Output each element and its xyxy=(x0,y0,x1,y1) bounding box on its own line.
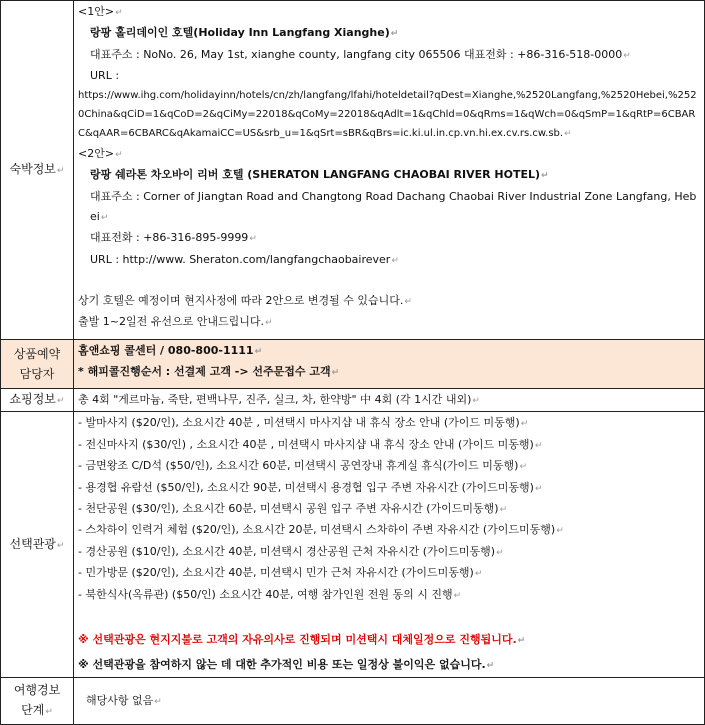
shopping-label-cell: 쇼핑정보↵ xyxy=(1,389,74,412)
list-item: - 천단공원 ($30/인), 소요시간 60분, 미션택시 공원 입구 주변 자유시간 (가이드미동행)↵ xyxy=(78,501,508,515)
travel-alert-row xyxy=(1,677,705,724)
option1-url-label: URL : xyxy=(90,68,120,82)
lodging-label: 숙박정보 xyxy=(9,162,56,176)
travel-alert-content xyxy=(74,677,705,724)
lodging-label-cell: 숙박정보↵ xyxy=(1,1,74,340)
lodging-note-2: 출발 1~2일전 유선으로 안내드립니다.↵ xyxy=(78,315,273,329)
booking-happycall-order: * 해피콜진행순서 : 선결제 고객 -> 선주문접수 고객↵ xyxy=(78,365,340,379)
booking-label-line2: 담당자 xyxy=(19,367,55,381)
optional-tours-label-cell: 선택관광↵ xyxy=(1,412,74,677)
list-item: - 금면왕조 C/D석 ($50/인), 소요시간 60분, 미션택시 공연장내 휴게실 휴식(가이드 미동행)↵ xyxy=(78,459,527,473)
optional-tours-label: 선택관광 xyxy=(9,536,56,551)
option2-phone: 대표전화 : +86-316-895-9999↵ xyxy=(90,231,257,245)
optional-tours-spacer xyxy=(78,606,700,626)
booking-row xyxy=(1,340,705,389)
option2-url[interactable]: URL : http://www. Sheraton.com/langfangchaobairever↵ xyxy=(90,252,399,266)
shopping-label: 쇼핑정보 xyxy=(9,392,56,407)
booking-callcenter: 홈앤쇼핑 콜센터 / 080-800-1111↵ xyxy=(78,344,263,357)
list-item: - 북한식사(옥류관) ($50/인) 소요시간 40분, 여행 참가인원 전원 동의 시 진행↵ xyxy=(78,587,462,601)
list-item: - 발마사지 ($20/인), 소요시간 40분 , 미션택시 마사지샵 내 휴식 장소 안내 (가이드 미동행)↵ xyxy=(78,416,529,430)
option1-header: <1안>↵ xyxy=(78,5,123,18)
lodging-note-1: 상기 호텔은 예정이며 현지사정에 따라 2안으로 변경될 수 있습니다.↵ xyxy=(78,293,412,307)
booking-label-cell xyxy=(1,340,74,389)
travel-alert-label-cell xyxy=(1,677,74,724)
list-item: - 전신마사지 ($30/인) , 소요시간 40분 , 미션택시 마사지샵 내 휴식 장소 안내 (가이드 미동행)↵ xyxy=(78,437,543,451)
option1-address: 대표주소 : NoNo. 26, May 1st, xianghe county, langfang city 065506 대표전화 : +86-316-518-0000↵ xyxy=(90,47,631,61)
shopping-row xyxy=(1,389,705,412)
travel-alert-label-line1: 여행경보 xyxy=(13,682,61,697)
option2-address: 대표주소 : Corner of Jiangtan Road and Changtong Road Dachang Chaobai River Industrial Zone Langfang, Hebei↵ xyxy=(90,189,697,224)
booking-content xyxy=(74,340,705,389)
shopping-text: 총 4회 "게르마늄, 죽탄, 편백나무, 진주, 실크, 차, 한약방" 中 4회 (각 1시간 내외)↵ xyxy=(78,393,480,406)
optional-tours-notice: ※ 선택관광을 참여하지 않는 데 대한 추가적인 비용 또는 일정상 불이익은 없습니다.↵ xyxy=(78,658,495,672)
optional-tours-row xyxy=(1,412,705,677)
option2-hotel-name: 랑팡 쉐라톤 차오바이 리버 호텔 (SHERATON LANGFANG CHAOBAI RIVER HOTEL)↵ xyxy=(90,168,549,182)
option1-url[interactable]: https://www.ihg.com/holidayinn/hotels/cn/zh/langfang/lfahi/hoteldetail?qDest=Xianghe,%2520Langfang,%2520Hebei,%2520China&qCiD=1&qCoD=2&qCiMy=22018&qCoMy=22018&qAdlt=1&qChld=0&qRms=1&qWch=0&qSmP=1&qRtP=6CBARC&qAAR=6CBARC&qAkamaiCC=US&srb_u=1&qSrt=sBR&qBrs=ic.ki.ul.in.cp.vn.hi.ex.cv.rs.cw.sb.↵ xyxy=(78,90,697,140)
lodging-content xyxy=(74,1,705,340)
travel-alert-text: 해당사항 없음↵ xyxy=(86,693,162,707)
optional-tours-notice-red: ※ 선택관광은 현지지불로 고객의 자유의사로 진행되며 미션택시 대체일정으로 진행됩니다.↵ xyxy=(78,632,526,646)
list-item: - 민가방문 ($20/인), 소요시간 40분, 미션택시 민가 근처 자유시간 (가이드미동행)↵ xyxy=(78,566,483,580)
shopping-content xyxy=(74,389,705,412)
list-item: - 스차하이 인력거 체험 ($20/인), 소요시간 20분, 미션택시 스차하이 주변 자유시간 (가이드미동행)↵ xyxy=(78,523,564,537)
list-item: - 경산공원 ($10/인), 소요시간 40분, 미션택시 경산공원 근처 자유시간 (가이드미동행)↵ xyxy=(78,544,504,558)
booking-label-line1: 상품예약 xyxy=(13,347,61,361)
option1-hotel-name: 랑팡 홀리데이인 호텔(Holiday Inn Langfang Xianghe)↵ xyxy=(90,26,399,40)
lodging-row xyxy=(1,1,705,340)
lodging-spacer xyxy=(78,271,700,291)
list-item: - 용경협 유람선 ($50/인), 소요시간 90분, 미션택시 용경협 입구 주변 자유시간 (가이드미동행)↵ xyxy=(78,480,543,494)
optional-tours-content xyxy=(74,412,705,677)
option2-header: <2안>↵ xyxy=(78,147,123,161)
travel-alert-label-line2: 단계↵ xyxy=(21,702,53,717)
